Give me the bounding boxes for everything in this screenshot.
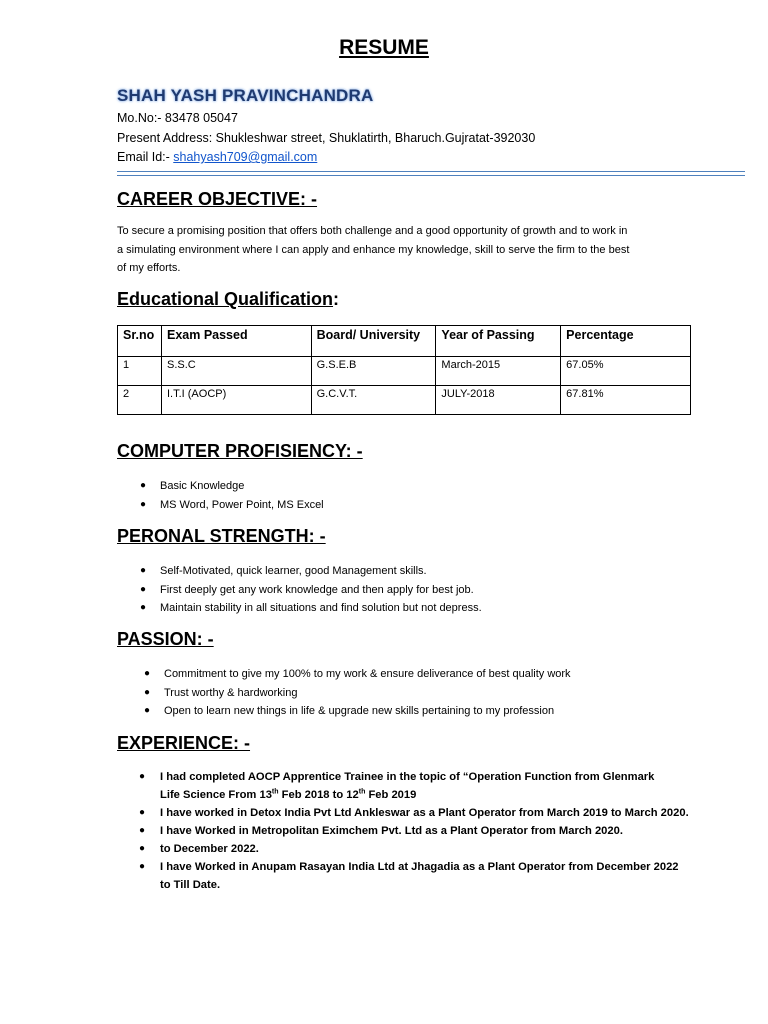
list-item: ● Trust worthy & hardworking [164, 684, 571, 703]
list-item: ● Open to learn new things in life & upgrade new skills pertaining to my profession [164, 702, 571, 721]
list-item: ● Maintain stability in all situations and find solution but not depress. [160, 599, 482, 618]
education-table [117, 325, 691, 415]
header-divider-bottom [117, 175, 745, 176]
computer-heading: COMPUTER PROFISIENCY: - [117, 441, 363, 461]
bullet-icon: ● [140, 498, 147, 510]
passion-heading: PASSION: - [117, 629, 214, 649]
table-cell: S.S.C [161, 357, 311, 386]
table-header-row [118, 326, 691, 357]
bullet-icon: ● [144, 705, 151, 716]
computer-list [140, 477, 324, 514]
bullet-icon: ● [139, 843, 146, 854]
education-heading-colon: : [333, 289, 340, 309]
list-item: ● I have Worked in Metropolitan Eximchem Pvt. Ltd as a Plant Operator from March 2020. [160, 822, 690, 840]
present-address: Present Address: Shukleshwar street, Shuklatirth, Bharuch.Gujratat-392030 [117, 131, 536, 145]
table-cell: JULY-2018 [436, 386, 561, 415]
bullet-icon: ● [139, 825, 146, 836]
list-item: ● Commitment to give my 100% to my work & ensure deliverance of best quality work [164, 665, 571, 684]
column-header: Percentage [561, 326, 691, 357]
table-cell: 67.05% [561, 357, 691, 386]
column-header: Sr.no [118, 326, 162, 357]
education-heading-text: Educational Qualification [117, 289, 334, 309]
list-item: ● First deeply get any work knowledge and then apply for best job. [160, 581, 482, 600]
list-item: ● Basic Knowledge [160, 477, 324, 496]
email-line [117, 148, 317, 167]
strength-heading: PERONAL STRENGTH: - [117, 526, 326, 546]
bullet-icon: ● [140, 480, 147, 491]
list-item: ● to December 2022. [160, 840, 690, 858]
page-title: RESUME [339, 36, 429, 59]
career-objective-heading: CAREER OBJECTIVE: - [117, 189, 318, 209]
career-objective-line: a simulating environment where I can apply and enhance my knowledge, skill to serve the firm to the best [117, 243, 630, 256]
bullet-icon: ● [139, 807, 146, 818]
career-objective-line: of my efforts. [117, 262, 181, 274]
list-item: ● MS Word, Power Point, MS Excel [160, 496, 324, 515]
column-header: Exam Passed [161, 326, 311, 357]
table-cell: March-2015 [436, 357, 561, 386]
career-objective-text [117, 222, 687, 278]
table-cell: G.S.E.B [311, 357, 436, 386]
table-row [118, 357, 691, 386]
table-cell: 67.81% [561, 386, 691, 415]
list-item: ● I have Worked in Anupam Rasayan India Ltd at Jhagadia as a Plant Operator from December 2022 to Till Date. [160, 858, 690, 894]
table-cell: 1 [118, 357, 162, 386]
mobile-number: Mo.No:- 83478 05047 [117, 111, 238, 125]
column-header: Board/ University [311, 326, 436, 357]
bullet-icon: ● [139, 861, 146, 872]
bullet-icon: ● [144, 668, 151, 679]
bullet-icon: ● [139, 771, 146, 782]
email-label: Email Id:- [117, 150, 174, 164]
passion-list [144, 665, 571, 721]
education-heading [117, 289, 339, 310]
list-item: ● Self-Motivated, quick learner, good Management skills. [160, 562, 482, 581]
candidate-name: SHAH YASH PRAVINCHANDRA [117, 86, 374, 105]
bullet-icon: ● [144, 686, 151, 698]
list-item: ● I had completed AOCP Apprentice Trainee in the topic of “Operation Function from Glenmark Life Science From 13th Feb 2018 to 12th Feb 2019 [160, 768, 690, 804]
bullet-icon: ● [140, 565, 147, 576]
header-divider-top [117, 171, 745, 172]
table-cell: G.C.V.T. [311, 386, 436, 415]
bullet-icon: ● [140, 602, 147, 613]
table-cell: 2 [118, 386, 162, 415]
bullet-icon: ● [140, 583, 147, 595]
career-objective-line: To secure a promising position that offers both challenge and a good opportunity of growth and to work in [117, 225, 628, 237]
strength-list [140, 562, 482, 618]
column-header: Year of Passing [436, 326, 561, 357]
list-item: ● I have worked in Detox India Pvt Ltd Ankleswar as a Plant Operator from March 2019 to March 2020. [160, 804, 690, 822]
table-row [118, 386, 691, 415]
experience-list [139, 768, 690, 894]
table-cell: I.T.I (AOCP) [161, 386, 311, 415]
experience-heading: EXPERIENCE: - [117, 733, 251, 753]
email-link[interactable]: shahyash709@gmail.com [173, 150, 318, 164]
